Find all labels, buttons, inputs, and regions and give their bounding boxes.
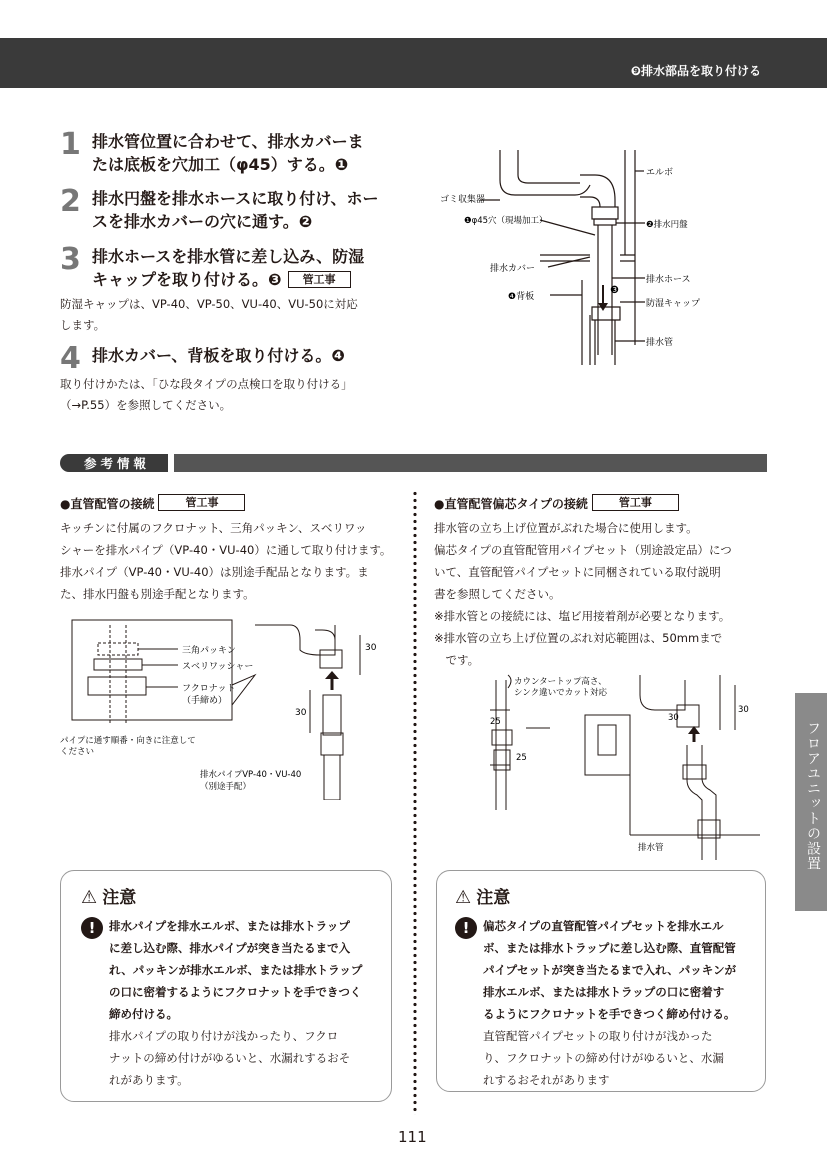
label-washer: スベリワッシャー — [182, 662, 254, 672]
label-pipe: 排水管 — [646, 338, 674, 348]
caution-box-right — [436, 870, 766, 1092]
step-text: 排水カバー、背板を取り付ける。❹ — [92, 346, 345, 365]
caution-text: 偏芯タイプの直管配管パイプセットを排水エル ボ、または排水トラップに差し込む際、直管配管 パイプセットが突き当たるまで入れ、パッキンが 排水エルボ、または排水トラップの口に密着す るようにフクロナットを手できつく締め付ける。 直管配管パイプセットの取り付けが浅かった り、フクロナットの締め付けがゆるいと、水漏 れするおそれがあります — [483, 919, 737, 1087]
caution-box-left — [60, 870, 392, 1102]
label-back: ❹背板 — [508, 292, 535, 302]
step-text: 排水円盤を排水ホースに取り付け、ホー スを排水カバーの穴に通す。❷ — [92, 189, 379, 231]
warning-triangle-icon: ⚠ — [81, 887, 98, 908]
step-3 — [60, 242, 390, 291]
step-number: 4 — [60, 341, 81, 376]
caution-heading: ⚠ 注意 — [81, 887, 137, 908]
side-tab-label: フロアユニットの設置 — [805, 721, 821, 871]
label-dim-25: 25 — [490, 717, 501, 727]
step-4 — [60, 341, 390, 376]
step-2 — [60, 184, 390, 233]
page-number: 111 — [398, 1128, 427, 1146]
label-counter: カウンタートップ高さ、 — [514, 677, 607, 687]
section-title: ❾排水部品を取り付ける — [630, 64, 761, 78]
offset-pipe-figure — [490, 670, 760, 860]
label-order-2: ください — [60, 747, 95, 757]
label-dim-25-b: 25 — [516, 753, 527, 763]
side-tab[interactable] — [795, 693, 827, 911]
label-pipe: 排水パイプVP-40・VU-40 — [200, 770, 302, 780]
warning-triangle-icon: ⚠ — [455, 887, 472, 908]
label-cap: 防湿キャップ — [646, 299, 701, 309]
label-hose: 排水ホース — [646, 275, 691, 285]
pipe-work-badge: 管工事 — [592, 494, 679, 511]
step-3-note: 防湿キャップは、VP-40、VP-50、VU-40、VU-50に対応 します。 — [60, 297, 358, 332]
label-dim-30-b: 30 — [738, 705, 749, 715]
column-divider — [413, 490, 417, 1115]
step-number: 3 — [60, 242, 81, 277]
pipe-work-badge: 管工事 — [288, 271, 351, 288]
label-dim-30: 30 — [668, 713, 679, 723]
label-pipe-note: （別途手配） — [200, 782, 252, 792]
label-dim-30: 30 — [365, 643, 377, 653]
straight-pipe-figure — [60, 615, 395, 800]
step-text: 排水管位置に合わせて、排水カバーま たは底板を穴加工（φ45）する。❶ — [92, 132, 364, 174]
right-title: ●直管配管偏芯タイプの接続 管工事 — [434, 494, 679, 512]
label-hole: ❶φ45穴（現場加工） — [464, 216, 548, 226]
step-text: 排水ホースを排水管に差し込み、防湿 キャップを取り付ける。❸ 管工事 — [92, 247, 365, 289]
step-number: 1 — [60, 127, 81, 162]
right-body: 排水管の立ち上げ位置がぶれた場合に使用します。 偏芯タイプの直管配管用パイプセット（別途設定品）につ いて、直管配管パイプセットに同梱されている取付説明 書を参照してください。 ※排水管との接続には、塩ビ用接着剤が必要となります。 ※排水管の立ち上げ位置のぶれ対応範囲は、50mmまで です。 — [434, 521, 732, 667]
label-order: パイプに通す順番・向きに注意して — [60, 736, 196, 746]
step-4-note: 取り付けかたは、「ひな段タイプの点検口を取り付ける」 （→P.55）を参照してください。 — [60, 377, 353, 412]
left-body: キッチンに付属のフクロナット、三角パッキン、スベリワッ シャーを排水パイプ（VP-40・VU-40）に通して取り付けます。 排水パイプ（VP-40・VU-40）は別途手配品となります。ま た、排水円盤も別途手配となります。 — [60, 521, 392, 601]
step-number: 2 — [60, 184, 81, 219]
label-nut-hand: （手締め） — [182, 696, 228, 706]
caution-heading: ⚠ 注意 — [455, 887, 511, 908]
caution-text: 排水パイプを排水エルボ、または排水トラップ に差し込む際、排水パイプが突き当たるまで入 れ、パッキンが排水エルボ、または排水トラップ の口に密着するようにフクロナットを手できつく 締め付ける。 排水パイプの取り付けが浅かったり、フクロ ナットの締め付けがゆるいと、水漏れするおそ れがあります。 — [109, 919, 363, 1087]
label-elbow: エルボ — [646, 168, 674, 178]
reference-line — [174, 454, 767, 472]
exclamation-icon: ! — [81, 917, 103, 939]
drain-installation-figure — [440, 145, 740, 370]
reference-label: 参考情報 — [84, 456, 151, 471]
pipe-work-badge: 管工事 — [158, 494, 245, 511]
left-title: ●直管配管の接続 管工事 — [60, 494, 245, 512]
label-nut: フクロナット — [182, 684, 236, 694]
label-cover: 排水カバー — [490, 264, 536, 274]
label-packing: 三角パッキン — [182, 646, 236, 656]
label-dim-30-b: 30 — [295, 708, 307, 718]
reference-bar — [60, 452, 767, 472]
step-1 — [60, 127, 390, 176]
label-disc: ❷排水円盤 — [646, 220, 688, 230]
label-counter-2: シンク違いでカット対応 — [514, 688, 608, 698]
label-trap: ゴミ収集器 — [440, 195, 486, 205]
label-num3: ❸ — [610, 285, 619, 296]
label-pipe: 排水管 — [638, 843, 664, 853]
exclamation-icon: ! — [455, 917, 477, 939]
